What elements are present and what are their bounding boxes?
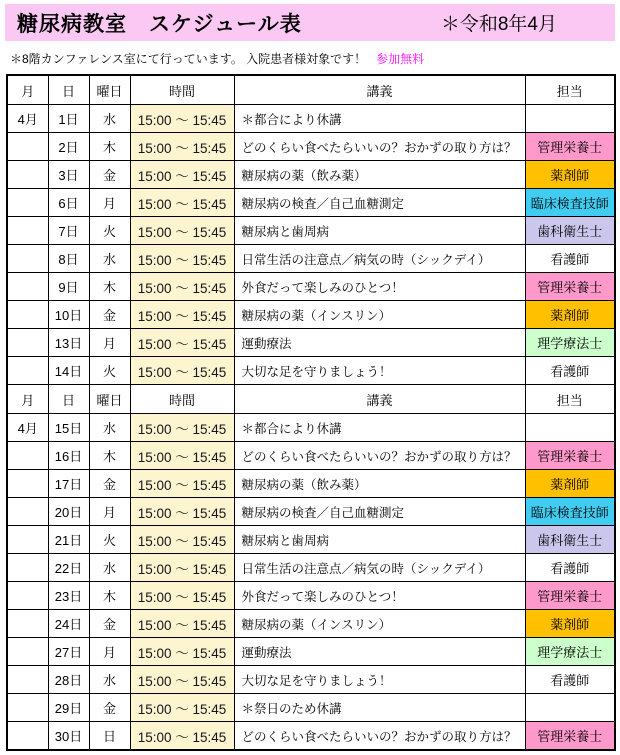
title-bar (5, 4, 615, 41)
weekday-cell: 月 (89, 498, 130, 526)
weekday-cell: 金 (89, 301, 130, 329)
lecture-cell: 日常生活の注意点／病気の時（シックデイ） (234, 554, 525, 582)
lecture-cell: 糖尿病と歯周病 (234, 526, 525, 554)
day-cell: 10日 (48, 301, 89, 329)
table-row (7, 105, 615, 133)
header-row (7, 385, 615, 414)
table-row (7, 245, 615, 273)
weekday-cell: 木 (89, 442, 130, 470)
weekday-cell: 金 (89, 610, 130, 638)
table-row (7, 301, 615, 329)
table-row (7, 470, 615, 498)
time-cell: 15:00 ～ 15:45 (130, 301, 234, 329)
time-cell: 15:00 ～ 15:45 (130, 722, 234, 751)
time-cell: 15:00 ～ 15:45 (130, 189, 234, 217)
weekday-cell: 水 (89, 245, 130, 273)
lecture-cell: 糖尿病の薬（飲み薬） (234, 470, 525, 498)
table-row (7, 189, 615, 217)
lecture-cell: ＊都合により休講 (234, 414, 525, 442)
time-cell: 15:00 ～ 15:45 (130, 245, 234, 273)
staff-badge: 薬剤師 (525, 161, 615, 189)
day-cell: 28日 (48, 666, 89, 694)
day-cell: 15日 (48, 414, 89, 442)
table-row (7, 722, 615, 751)
column-header: 講義 (234, 75, 525, 105)
column-header: 日 (48, 75, 89, 105)
subtitle-text: ＊8階カンファレンス室にて行っています。 入院患者様対象です！ (10, 52, 367, 66)
staff-badge: 理学療法士 (525, 329, 615, 357)
table-row (7, 329, 615, 357)
month-cell (7, 610, 48, 638)
column-header: 月 (7, 75, 48, 105)
day-cell: 3日 (48, 161, 89, 189)
time-cell: 15:00 ～ 15:45 (130, 554, 234, 582)
weekday-cell: 金 (89, 694, 130, 722)
column-header: 時間 (130, 75, 234, 105)
staff-badge (525, 694, 615, 722)
time-cell: 15:00 ～ 15:45 (130, 442, 234, 470)
day-cell: 22日 (48, 554, 89, 582)
lecture-cell: 糖尿病と歯周病 (234, 217, 525, 245)
lecture-cell: どのくらい食べたらいいの？おかずの取り方は？ (234, 722, 525, 751)
day-cell: 23日 (48, 582, 89, 610)
day-cell: 17日 (48, 470, 89, 498)
day-cell: 24日 (48, 610, 89, 638)
column-header: 曜日 (89, 385, 130, 414)
time-cell: 15:00 ～ 15:45 (130, 582, 234, 610)
table-row (7, 498, 615, 526)
time-cell: 15:00 ～ 15:45 (130, 133, 234, 161)
day-cell: 2日 (48, 133, 89, 161)
time-cell: 15:00 ～ 15:45 (130, 498, 234, 526)
weekday-cell: 月 (89, 189, 130, 217)
staff-badge: 理学療法士 (525, 638, 615, 666)
subtitle-free-note: 参加無料 (376, 52, 425, 66)
staff-badge: 看護師 (525, 666, 615, 694)
month-cell (7, 189, 48, 217)
table-row (7, 526, 615, 554)
column-header: 曜日 (89, 75, 130, 105)
month-cell (7, 554, 48, 582)
weekday-cell: 木 (89, 133, 130, 161)
lecture-cell: 大切な足を守りましょう！ (234, 666, 525, 694)
table-row (7, 638, 615, 666)
column-header: 担当 (525, 385, 615, 414)
month-cell (7, 666, 48, 694)
staff-badge: 管理栄養士 (525, 722, 615, 751)
day-cell: 7日 (48, 217, 89, 245)
month-cell (7, 694, 48, 722)
time-cell: 15:00 ～ 15:45 (130, 526, 234, 554)
staff-badge: 看護師 (525, 245, 615, 273)
time-cell: 15:00 ～ 15:45 (130, 414, 234, 442)
staff-badge: 歯科衛生士 (525, 526, 615, 554)
time-cell: 15:00 ～ 15:45 (130, 273, 234, 301)
staff-badge: 管理栄養士 (525, 582, 615, 610)
time-cell: 15:00 ～ 15:45 (130, 638, 234, 666)
time-cell: 15:00 ～ 15:45 (130, 217, 234, 245)
month-cell (7, 217, 48, 245)
day-cell: 16日 (48, 442, 89, 470)
weekday-cell: 水 (89, 414, 130, 442)
column-header: 日 (48, 385, 89, 414)
weekday-cell: 月 (89, 638, 130, 666)
weekday-cell: 火 (89, 526, 130, 554)
month-cell (7, 133, 48, 161)
weekday-cell: 木 (89, 273, 130, 301)
month-cell (7, 273, 48, 301)
column-header: 月 (7, 385, 48, 414)
month-cell (7, 301, 48, 329)
month-cell (7, 638, 48, 666)
table-row (7, 217, 615, 245)
weekday-cell: 水 (89, 554, 130, 582)
page-title: 糖尿病教室 スケジュール表 (17, 12, 302, 36)
time-cell: 15:00 ～ 15:45 (130, 470, 234, 498)
staff-badge: 看護師 (525, 357, 615, 385)
lecture-cell: 大切な足を守りましょう！ (234, 357, 525, 385)
lecture-cell: 糖尿病の薬（インスリン） (234, 301, 525, 329)
day-cell: 29日 (48, 694, 89, 722)
lecture-cell: 糖尿病の検査／自己血糖測定 (234, 498, 525, 526)
day-cell: 20日 (48, 498, 89, 526)
subtitle (10, 50, 620, 67)
time-cell: 15:00 ～ 15:45 (130, 610, 234, 638)
table-row (7, 554, 615, 582)
weekday-cell: 金 (89, 161, 130, 189)
staff-badge: 臨床検査技師 (525, 498, 615, 526)
staff-badge: 臨床検査技師 (525, 189, 615, 217)
lecture-cell: ＊都合により休講 (234, 105, 525, 133)
table-row (7, 414, 615, 442)
staff-badge (525, 105, 615, 133)
day-cell: 21日 (48, 526, 89, 554)
staff-badge: 管理栄養士 (525, 442, 615, 470)
month-cell (7, 498, 48, 526)
month-cell (7, 329, 48, 357)
title-date-note: ＊令和8年4月 (440, 14, 557, 35)
month-cell: 4月 (7, 414, 48, 442)
day-cell: 9日 (48, 273, 89, 301)
weekday-cell: 火 (89, 217, 130, 245)
staff-badge: 歯科衛生士 (525, 217, 615, 245)
time-cell: 15:00 ～ 15:45 (130, 329, 234, 357)
table-row (7, 357, 615, 385)
month-cell (7, 357, 48, 385)
month-cell (7, 470, 48, 498)
weekday-cell: 火 (89, 357, 130, 385)
table-row (7, 610, 615, 638)
staff-badge: 管理栄養士 (525, 133, 615, 161)
lecture-cell: 運動療法 (234, 638, 525, 666)
table-row (7, 694, 615, 722)
column-header: 講義 (234, 385, 525, 414)
weekday-cell: 木 (89, 582, 130, 610)
table-row (7, 161, 615, 189)
time-cell: 15:00 ～ 15:45 (130, 357, 234, 385)
month-cell (7, 582, 48, 610)
staff-badge: 薬剤師 (525, 301, 615, 329)
weekday-cell: 日 (89, 722, 130, 751)
month-cell (7, 442, 48, 470)
lecture-cell: 糖尿病の薬（インスリン） (234, 610, 525, 638)
table-row (7, 666, 615, 694)
day-cell: 8日 (48, 245, 89, 273)
time-cell: 15:00 ～ 15:45 (130, 161, 234, 189)
time-cell: 15:00 ～ 15:45 (130, 105, 234, 133)
column-header: 担当 (525, 75, 615, 105)
lecture-cell: ＊祭日のため休講 (234, 694, 525, 722)
month-cell (7, 161, 48, 189)
staff-badge: 薬剤師 (525, 470, 615, 498)
lecture-cell: 外食だって楽しみのひとつ！ (234, 582, 525, 610)
schedule-table-body (7, 75, 615, 750)
month-cell (7, 526, 48, 554)
day-cell: 13日 (48, 329, 89, 357)
lecture-cell: どのくらい食べたらいいの？おかずの取り方は？ (234, 133, 525, 161)
weekday-cell: 月 (89, 329, 130, 357)
table-row (7, 582, 615, 610)
table-row (7, 273, 615, 301)
weekday-cell: 水 (89, 105, 130, 133)
day-cell: 14日 (48, 357, 89, 385)
lecture-cell: 糖尿病の薬（飲み薬） (234, 161, 525, 189)
weekday-cell: 金 (89, 470, 130, 498)
month-cell (7, 245, 48, 273)
lecture-cell: 糖尿病の検査／自己血糖測定 (234, 189, 525, 217)
table-row (7, 442, 615, 470)
column-header: 時間 (130, 385, 234, 414)
day-cell: 27日 (48, 638, 89, 666)
staff-badge: 薬剤師 (525, 610, 615, 638)
month-cell: 4月 (7, 105, 48, 133)
time-cell: 15:00 ～ 15:45 (130, 666, 234, 694)
schedule-table (6, 74, 616, 751)
day-cell: 1日 (48, 105, 89, 133)
header-row (7, 75, 615, 105)
staff-badge: 看護師 (525, 554, 615, 582)
staff-badge (525, 414, 615, 442)
month-cell (7, 722, 48, 751)
weekday-cell: 水 (89, 666, 130, 694)
lecture-cell: どのくらい食べたらいいの？おかずの取り方は？ (234, 442, 525, 470)
day-cell: 30日 (48, 722, 89, 751)
staff-badge: 管理栄養士 (525, 273, 615, 301)
lecture-cell: 外食だって楽しみのひとつ！ (234, 273, 525, 301)
time-cell: 15:00 ～ 15:45 (130, 694, 234, 722)
day-cell: 6日 (48, 189, 89, 217)
table-row (7, 133, 615, 161)
lecture-cell: 運動療法 (234, 329, 525, 357)
lecture-cell: 日常生活の注意点／病気の時（シックデイ） (234, 245, 525, 273)
